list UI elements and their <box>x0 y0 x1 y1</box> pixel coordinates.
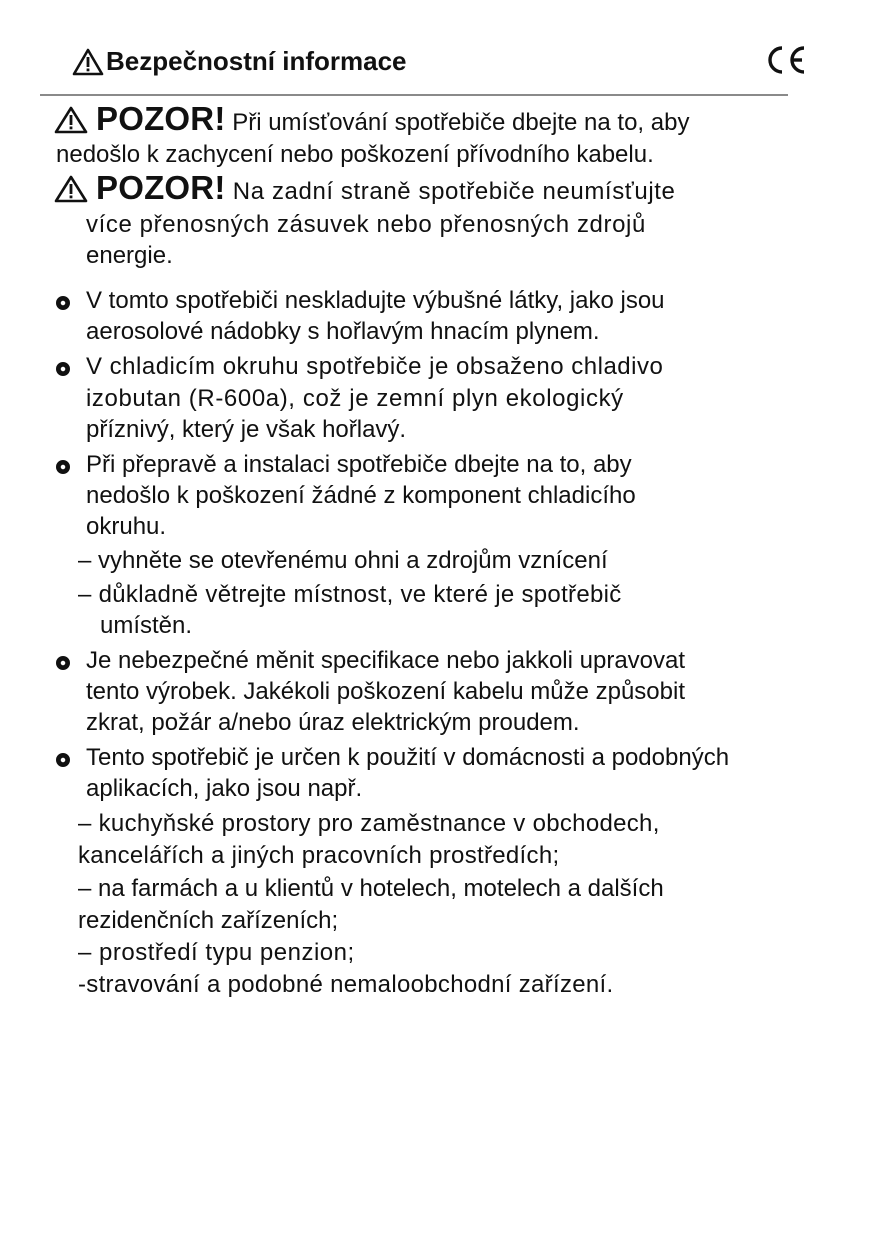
bullet-icon <box>56 656 70 670</box>
bullet-4-line-3: zkrat, požár a/nebo úraz elektrickým proudem. <box>86 709 580 736</box>
bullet-5-sub-5: – prostředí typu penzion; <box>78 939 355 966</box>
warning-triangle-icon <box>54 175 88 203</box>
bullet-2-line-2: izobutan (R-600a), což je zemní plyn ekologický <box>86 385 624 412</box>
warning-1-line-2: nedošlo k zachycení nebo poškození přívodního kabelu. <box>56 141 654 168</box>
bullet-2-line-3: příznivý, který je však hořlavý. <box>86 416 407 443</box>
bullet-3-sub-3: umístěn. <box>100 612 193 639</box>
bullet-5-sub-6: -stravování a podobné nemaloobchodní zařízení. <box>78 971 614 998</box>
bullet-5-sub-4: rezidenčních zařízeních; <box>78 907 339 934</box>
page-title: Bezpečnostní informace <box>106 46 407 76</box>
bullet-5-sub-3: – na farmách a u klientů v hotelech, motelech a dalších <box>78 875 664 902</box>
warning-triangle-icon <box>54 106 88 134</box>
bullet-2-line-1: V chladicím okruhu spotřebiče je obsaženo chladivo <box>86 353 664 380</box>
bullet-3-sub-2: – důkladně větrejte místnost, ve které je spotřebič <box>78 581 622 608</box>
bullet-1-line-2: aerosolové nádobky s hořlavým hnacím plynem. <box>86 318 600 345</box>
warning-2-line-3: energie. <box>86 242 173 269</box>
bullet-5-sub-1: – kuchyňské prostory pro zaměstnance v obchodech, <box>78 810 660 837</box>
bullet-3-sub-1: – vyhněte se otevřenému ohni a zdrojům vznícení <box>78 547 608 574</box>
bullet-5-line-1: Tento spotřebič je určen k použití v domácnosti a podobných <box>86 744 730 771</box>
bullet-3-line-3: okruhu. <box>86 513 167 540</box>
bullet-icon <box>56 362 70 376</box>
warning-label: POZOR! <box>96 169 226 206</box>
warning-2-line-1: POZOR! Na zadní straně spotřebiče neumísťujte <box>54 173 676 207</box>
bullet-5-line-2: aplikacích, jako jsou např. <box>86 775 363 802</box>
bullet-4-line-2: tento výrobek. Jakékoli poškození kabelu může způsobit <box>86 678 686 705</box>
warning-triangle-icon <box>72 48 104 76</box>
section-header <box>40 40 788 96</box>
ce-mark <box>764 42 810 83</box>
bullet-5-sub-2: kancelářích a jiných pracovních prostředích; <box>78 842 560 869</box>
bullet-1-line-1: V tomto spotřebiči neskladujte výbušné látky, jako jsou <box>86 287 665 314</box>
bullet-icon <box>56 296 70 310</box>
warning-label: POZOR! <box>96 100 226 137</box>
warning-1-line-1: POZOR! Při umísťování spotřebiče dbejte na to, aby <box>54 104 689 138</box>
bullet-3-line-1: Při přepravě a instalaci spotřebiče dbejte na to, aby <box>86 451 632 478</box>
warning-2-line-2: více přenosných zásuvek nebo přenosných zdrojů <box>86 211 646 238</box>
bullet-3-line-2: nedošlo k poškození žádné z komponent chladicího <box>86 482 636 509</box>
ce-mark-icon <box>764 42 810 78</box>
bullet-4-line-1: Je nebezpečné měnit specifikace nebo jakkoli upravovat <box>86 647 686 674</box>
bullet-icon <box>56 460 70 474</box>
bullet-icon <box>56 753 70 767</box>
title-wrap <box>72 46 407 76</box>
